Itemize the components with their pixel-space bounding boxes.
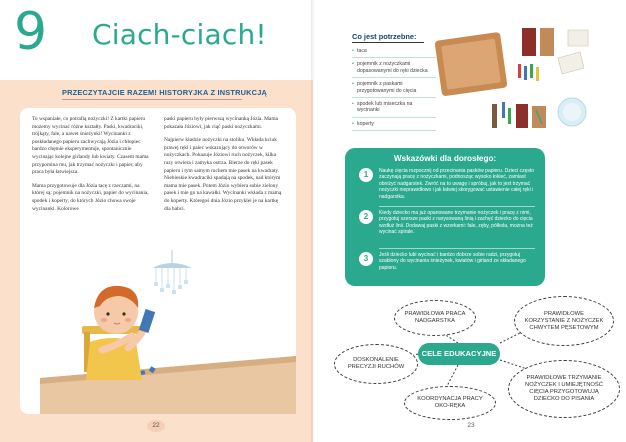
page-number-left: 22 <box>147 420 165 432</box>
goal-cloud-scissors-grip: PRAWIDŁOWE KORZYSTANIE Z NOŻYCZEK CHWYTEM PĘSETOWYM <box>514 296 614 346</box>
story-paragraph: Najpierw kładzie nożyczki na stoliku. Wkłada kciuk prawej ręki i palec wskazujący do otworów w nożyczkach. Pokazuje Józiowi ruch nożyczek, kilka razy otwiera i zamyka ostrza. Bierze do ręki pasek papieru i tym samym ruchem tnie pasek na kwadraty. Niebieskie kwadraciki spadają na spodek, nad którym mama tnie pasek. Potem Józio wybiera sobie zielony pasek i tnie go na kawałki. Wycinanki wkłada z mamą do koperty. Któregoś dnia Józio przyklei je na kartkę dla babci. <box>164 137 282 212</box>
tip-number-badge: 3 <box>359 252 373 266</box>
chapter-number: 9 <box>14 2 48 62</box>
goal-cloud-eye-hand: KOORDYNACJA PRACY OKO-RĘKA <box>404 386 496 420</box>
goal-cloud-writing-prep: PRAWIDŁOWE TRZYMANIE NOŻYCZEK I UMIEJĘTNOŚĆ CIĘCIA PRZYGOTOWUJĄ DZIECKO DO PISANIA <box>508 360 620 418</box>
educational-goals-badge: CELE EDUKACYJNE <box>418 343 500 365</box>
tip-number-badge: 2 <box>359 210 373 224</box>
tip-divider <box>379 206 535 207</box>
tips-title: Wskazówki dla dorosłego: <box>393 154 497 163</box>
list-item: • koperty <box>352 121 436 131</box>
story-column-2 <box>164 116 284 219</box>
materials-heading: Co jest potrzebne: <box>352 32 417 41</box>
list-item: • pojemnik z nożyczkami dopasowanymi do ręki dziecka <box>352 61 436 78</box>
story-subtitle: PRZECZYTAJCIE RAZEM! HISTORYJKA Z INSTRUKCJĄ <box>62 88 268 97</box>
subtitle-underline <box>62 99 242 100</box>
goal-cloud-precision: DOSKONALENIE PRECYZJI RUCHÓW <box>334 344 418 384</box>
tip-text: Naukę cięcia rozpocznij od przecinania pasków papieru. Dzieci często zaczynają pracę z nożyczkami, podnosząc wysoko łokieć, zamiast obniżyć nadgarstek. Zwróć na to uwagę i spróbuj, jak to jest trzymać nożyczki nieprawidłowo i jak łatwiej skorygować ustawienie całej ręki i nadgarstka. <box>379 168 535 200</box>
tray-image <box>434 32 507 97</box>
tip-text: Jeśli dziecko lubi wycinać i bardzo dobrze sobie radzi, przygotuj szablony do wycinania śnieżynek, kwiatów i girland ze składanego papieru. <box>379 252 526 271</box>
goal-cloud-wrist: PRAWIDŁOWA PRACA NADGARSTKA <box>394 300 476 336</box>
envelope-image <box>568 30 588 46</box>
page-number-right: 23 <box>467 422 475 429</box>
boy-cutting-illustration <box>20 250 296 414</box>
materials-list <box>352 48 436 134</box>
strips-holder-image <box>540 28 554 56</box>
materials-heading-underline <box>352 42 424 43</box>
scissors-holder-image <box>522 28 536 56</box>
story-column-1 <box>32 116 150 219</box>
materials-photo <box>432 24 592 136</box>
list-item: • pojemnik z paskami przygotowanymi do cięcia <box>352 81 436 98</box>
story-paragraph-1: To wspaniałe, co potrafią nożyczki! Z kartki papieru możemy wycinać różne kształty. Paski, kwadraciki, trójkąty, fale, a nawet śnieżynki! Wycinanki z poskładanego papieru zachwycają Józia i chłopiec bardzo chętnie eksperymentuje, spontanicznie wycinając kolejne girlandy lub kwiaty. Czasem mama przypomina mu, jak trzymać nożyczki i papier, aby praca była łatwiejsza. <box>32 116 149 176</box>
list-item: • spodek lub miseczka na wycinanki <box>352 101 436 118</box>
illustration-svg <box>20 250 296 414</box>
story-paragraph: Mama przygotowuje dla Józia tacę z rzeczami, na której są: pojemnik na nożyczki, papier do wycinania, spodek i koperty, do których Józio chowa swoje wycinanki. Kolorowe <box>32 182 149 212</box>
story-paragraph <box>32 116 150 177</box>
page-title: Ciach-ciach! <box>92 18 267 51</box>
story-paragraph: paski papieru były pierwszą wycinanką Józia. Mama pokazała Józiowi, jak ciąć paski nożyczkami. <box>164 116 278 130</box>
page-gutter <box>311 0 315 442</box>
tip-number-badge: 1 <box>359 168 373 182</box>
tip-divider <box>379 248 535 249</box>
tip-text: Kiedy dziecko ma już opanowane trzymanie nożyczek i pracę z nimi, przygotuj szersze paski z narysowaną linią i zachęć dziecko do cięcia wzdłuż linii. Dodawaj paski z wzorkami: fale, zęby, półkola, można też wycinać spirale. <box>379 210 533 236</box>
list-item: • taca <box>352 48 436 58</box>
envelope-image <box>558 52 584 74</box>
